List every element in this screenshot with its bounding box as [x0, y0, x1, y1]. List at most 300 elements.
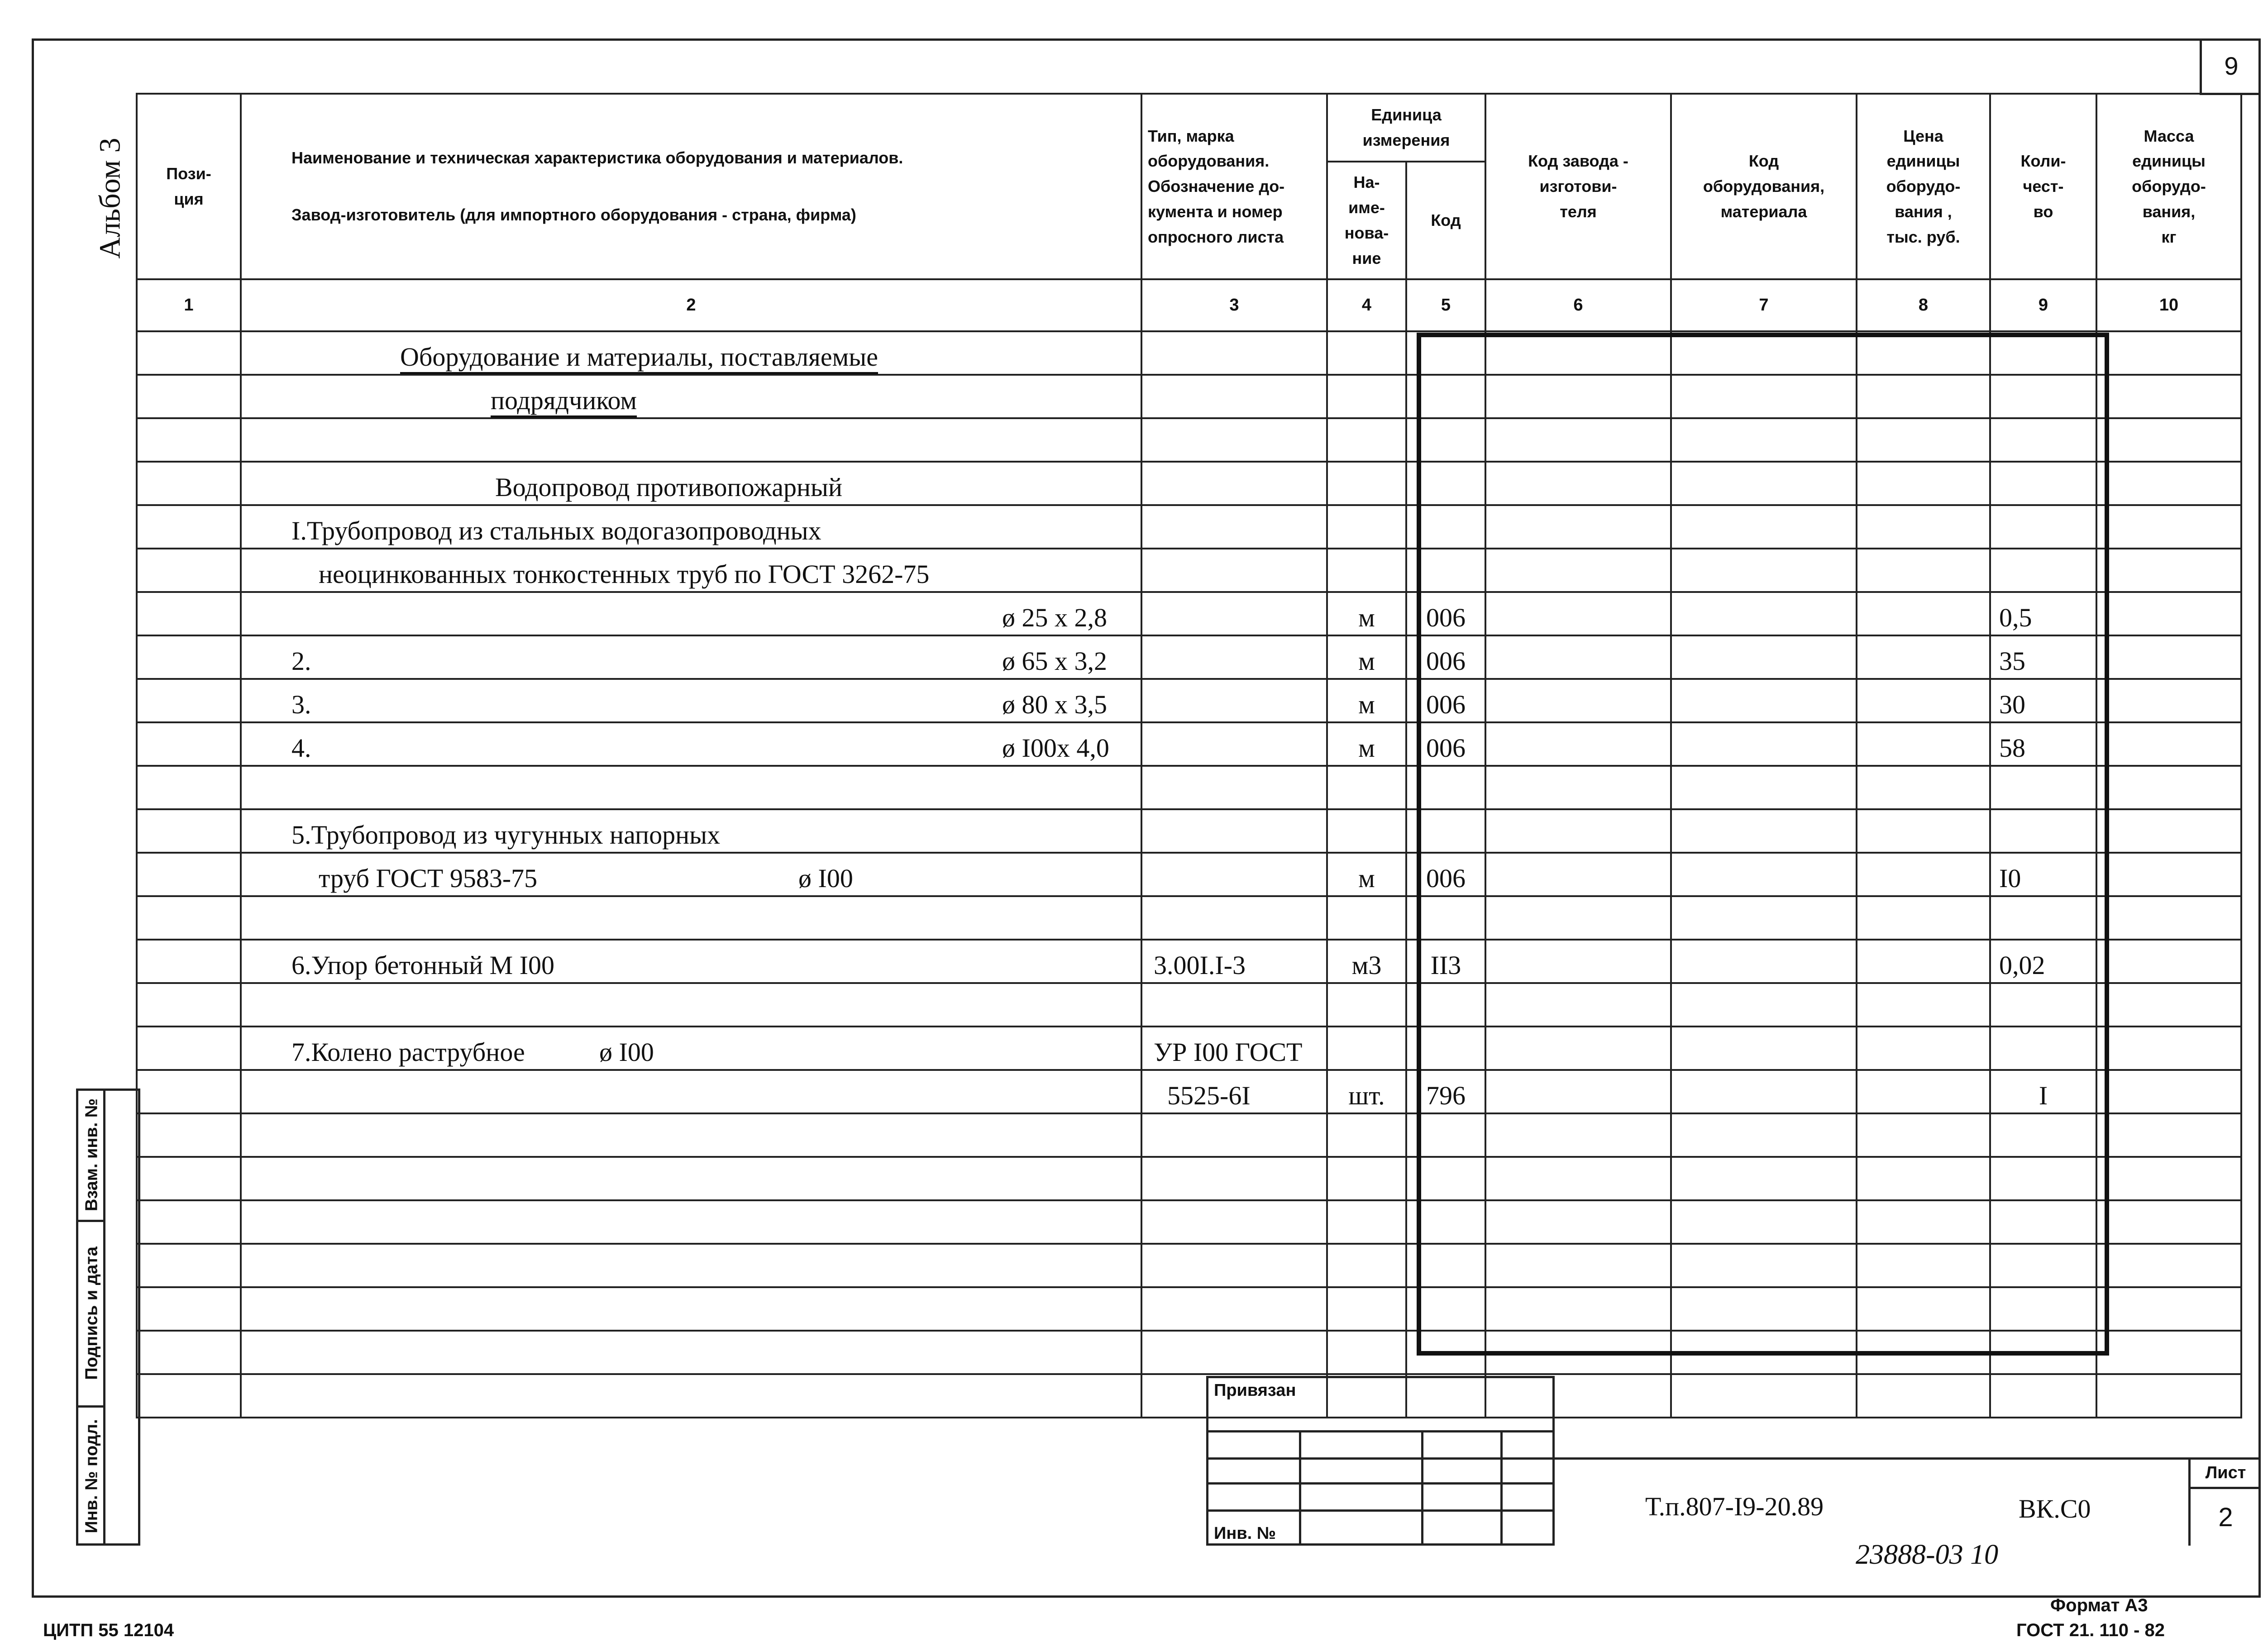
h2-line-0: Наименование и техническая характеристика оборудования и материалов. — [291, 148, 903, 167]
cell-col-8 — [1857, 1027, 1990, 1070]
h9-line-2: во — [2033, 202, 2053, 221]
cell-col-8 — [1857, 1287, 1990, 1331]
h6-line-0: Код завода - — [1528, 152, 1628, 171]
cell-col-10 — [2096, 1374, 2241, 1418]
h1-line-0: Пози- — [166, 164, 211, 183]
cell-col-3 — [1141, 853, 1327, 896]
h3-line-2: Обозначение до- — [1148, 177, 1285, 196]
cell-col-3 — [1141, 1200, 1327, 1244]
cell-col-4: м — [1327, 679, 1406, 722]
cell-col-2 — [241, 418, 1141, 462]
cell-col-2 — [241, 375, 1141, 418]
cell-col-8 — [1857, 549, 1990, 592]
column-number-10: 10 — [2096, 279, 2241, 331]
cell-col-9 — [1990, 331, 2096, 375]
cell-col-10 — [2096, 331, 2241, 375]
table-row — [137, 1374, 2241, 1418]
cell-col-2 — [241, 853, 1141, 896]
cell-col-5 — [1406, 1244, 1485, 1287]
item-name: 4. — [291, 733, 311, 763]
cell-col-7 — [1671, 1157, 1857, 1200]
cell-col-6 — [1485, 679, 1671, 722]
cell-col-2 — [241, 1244, 1141, 1287]
cell-col-1 — [137, 1287, 241, 1331]
cell-col-8 — [1857, 635, 1990, 679]
item-dimension: ø 25 х 2,8 — [1002, 603, 1107, 632]
h8-line-0: Цена — [1903, 126, 1943, 145]
cell-col-10 — [2096, 679, 2241, 722]
cell-col-6 — [1485, 896, 1671, 940]
cell-col-9: 0,02 — [1990, 940, 2096, 983]
side-label-original: Инв. № подл. — [82, 1419, 101, 1533]
header-quantity — [1990, 94, 2096, 279]
cell-col-8 — [1857, 1331, 1990, 1374]
side-label-exchange: Взам. инв. № — [82, 1098, 101, 1212]
cell-col-6 — [1485, 1070, 1671, 1113]
cell-col-8 — [1857, 983, 1990, 1027]
cell-col-10 — [2096, 418, 2241, 462]
cell-col-3 — [1141, 1287, 1327, 1331]
cell-col-8 — [1857, 1244, 1990, 1287]
cell-col-6 — [1485, 983, 1671, 1027]
cell-col-2 — [241, 462, 1141, 505]
cell-col-9 — [1990, 809, 2096, 853]
column-number-4: 4 — [1327, 279, 1406, 331]
cell-col-4 — [1327, 1244, 1406, 1287]
table-row — [137, 983, 2241, 1027]
cell-col-5 — [1406, 462, 1485, 505]
cell-col-8 — [1857, 1157, 1990, 1200]
cell-col-2 — [241, 1113, 1141, 1157]
column-number-7: 7 — [1671, 279, 1857, 331]
cell-col-5 — [1406, 1157, 1485, 1200]
item-name: неоцинкованных тонкостенных труб по ГОСТ 3262-75 — [319, 559, 930, 589]
h45-line-0: Единица — [1371, 105, 1442, 124]
cell-col-3 — [1141, 1331, 1327, 1374]
h7-line-2: материала — [1720, 202, 1807, 221]
cell-col-2 — [241, 1374, 1141, 1418]
cell-col-7 — [1671, 1027, 1857, 1070]
cell-col-1 — [137, 940, 241, 983]
cell-col-9 — [1990, 1157, 2096, 1200]
cell-col-2 — [241, 809, 1141, 853]
cell-col-5 — [1406, 766, 1485, 809]
cell-col-1 — [137, 1113, 241, 1157]
table-row — [137, 462, 2241, 505]
cell-col-6 — [1485, 418, 1671, 462]
cell-col-4 — [1327, 331, 1406, 375]
cell-col-1 — [137, 331, 241, 375]
cell-col-7 — [1671, 896, 1857, 940]
cell-col-2 — [241, 766, 1141, 809]
cell-col-8 — [1857, 722, 1990, 766]
table-row — [137, 1113, 2241, 1157]
cell-col-3 — [1141, 331, 1327, 375]
cell-col-3 — [1141, 896, 1327, 940]
cell-col-5 — [1406, 809, 1485, 853]
cell-col-8 — [1857, 505, 1990, 549]
cell-col-3: 3.00I.I-3 — [1141, 940, 1327, 983]
cell-col-9 — [1990, 896, 2096, 940]
cell-col-1 — [137, 418, 241, 462]
cell-col-4 — [1327, 1157, 1406, 1200]
cell-col-5: 006 — [1406, 635, 1485, 679]
cell-col-9 — [1990, 1287, 2096, 1331]
cell-col-7 — [1671, 592, 1857, 635]
cell-col-4: м — [1327, 635, 1406, 679]
cell-col-9 — [1990, 1200, 2096, 1244]
cell-col-5 — [1406, 505, 1485, 549]
cell-col-2 — [241, 679, 1141, 722]
cell-col-10 — [2096, 983, 2241, 1027]
side-strip — [76, 1089, 140, 1546]
item-name: 6.Упор бетонный М I00 — [291, 950, 555, 980]
cell-col-6 — [1485, 853, 1671, 896]
cell-col-5 — [1406, 1200, 1485, 1244]
cell-col-5 — [1406, 896, 1485, 940]
h4-line-0: На- — [1353, 173, 1380, 192]
cell-col-2 — [241, 549, 1141, 592]
cell-col-9 — [1990, 505, 2096, 549]
cell-col-5 — [1406, 549, 1485, 592]
cell-col-8 — [1857, 853, 1990, 896]
cell-col-1 — [137, 896, 241, 940]
cell-col-3 — [1141, 635, 1327, 679]
cell-col-8 — [1857, 679, 1990, 722]
cell-col-6 — [1485, 1200, 1671, 1244]
cell-col-1 — [137, 722, 241, 766]
cell-col-1 — [137, 983, 241, 1027]
header-equipment-code — [1671, 94, 1857, 279]
h4-line-1: име- — [1348, 198, 1385, 217]
cell-col-5 — [1406, 375, 1485, 418]
cell-col-7 — [1671, 940, 1857, 983]
format-label: Формат А3 — [2050, 1595, 2148, 1615]
cell-col-6 — [1485, 1331, 1671, 1374]
cell-col-6 — [1485, 1244, 1671, 1287]
cell-col-7 — [1671, 722, 1857, 766]
column-number-1: 1 — [137, 279, 241, 331]
h6-line-2: теля — [1560, 202, 1597, 221]
cell-col-7 — [1671, 331, 1857, 375]
cell-col-5 — [1406, 1113, 1485, 1157]
cell-col-10 — [2096, 549, 2241, 592]
cell-col-2 — [241, 592, 1141, 635]
header-unit-code: Код — [1406, 162, 1485, 279]
cell-col-5 — [1406, 1287, 1485, 1331]
cell-col-10 — [2096, 592, 2241, 635]
cell-col-8 — [1857, 418, 1990, 462]
cell-col-2 — [241, 1331, 1141, 1374]
cell-col-4: шт. — [1327, 1070, 1406, 1113]
item-dimension: ø I00 — [798, 864, 853, 893]
cell-col-8 — [1857, 809, 1990, 853]
cell-col-4: м3 — [1327, 940, 1406, 983]
cell-col-3 — [1141, 809, 1327, 853]
header-type — [1141, 94, 1327, 279]
cell-col-8 — [1857, 375, 1990, 418]
h10-line-4: кг — [2161, 227, 2177, 246]
cell-col-10 — [2096, 1200, 2241, 1244]
cell-col-5: 006 — [1406, 853, 1485, 896]
cell-col-4 — [1327, 983, 1406, 1027]
cell-col-2 — [241, 1070, 1141, 1113]
cell-col-9 — [1990, 1374, 2096, 1418]
cell-col-4 — [1327, 766, 1406, 809]
column-number-3: 3 — [1141, 279, 1327, 331]
table-row — [137, 635, 2241, 679]
cell-col-3 — [1141, 505, 1327, 549]
cell-col-6 — [1485, 549, 1671, 592]
item-name: 5.Трубопровод из чугунных напорных — [291, 820, 721, 850]
cell-col-2 — [241, 896, 1141, 940]
cell-col-4 — [1327, 549, 1406, 592]
table-row — [137, 1200, 2241, 1244]
binding-stamp — [1206, 1376, 1555, 1546]
table-row — [137, 505, 2241, 549]
h10-line-1: единицы — [2132, 152, 2206, 171]
table-row — [137, 809, 2241, 853]
cell-col-3: 5525-6I — [1141, 1070, 1327, 1113]
cell-col-4 — [1327, 1331, 1406, 1374]
cell-col-7 — [1671, 853, 1857, 896]
cell-col-2 — [241, 722, 1141, 766]
table-row — [137, 1157, 2241, 1200]
cell-col-5: 006 — [1406, 679, 1485, 722]
cell-col-4: м — [1327, 853, 1406, 896]
cell-col-2 — [241, 635, 1141, 679]
cell-col-2 — [241, 940, 1141, 983]
item-dimension: ø 65 х 3,2 — [1002, 646, 1107, 676]
cell-col-6 — [1485, 809, 1671, 853]
h7-line-0: Код — [1748, 152, 1779, 171]
cell-col-9 — [1990, 1113, 2096, 1157]
cell-col-10 — [2096, 766, 2241, 809]
cell-col-10 — [2096, 1331, 2241, 1374]
h3-line-1: оборудования. — [1148, 152, 1270, 171]
h10-line-0: Масса — [2144, 126, 2194, 145]
header-price — [1857, 94, 1990, 279]
table-row — [137, 375, 2241, 418]
title-block — [1552, 1457, 2261, 1546]
cell-col-3 — [1141, 375, 1327, 418]
cell-col-6 — [1485, 331, 1671, 375]
specification-table — [136, 93, 2242, 1418]
cell-col-6 — [1485, 1113, 1671, 1157]
h9-line-0: Коли- — [2020, 152, 2066, 171]
item-name: 3. — [291, 690, 311, 719]
table-row — [137, 549, 2241, 592]
document-mark: ВК.С0 — [2019, 1494, 2091, 1523]
h8-line-1: единицы — [1886, 152, 1960, 171]
cell-col-6 — [1485, 635, 1671, 679]
cell-col-7 — [1671, 505, 1857, 549]
item-name: 2. — [291, 646, 311, 676]
cell-col-3 — [1141, 592, 1327, 635]
footer-right: ГОСТ 21. 110 - 82 — [2016, 1620, 2165, 1640]
sheet-label: Лист — [2191, 1457, 2261, 1489]
cell-col-3: УР I00 ГОСТ — [1141, 1027, 1327, 1070]
cell-col-9: 35 — [1990, 635, 2096, 679]
cell-col-9 — [1990, 375, 2096, 418]
cell-col-3 — [1141, 418, 1327, 462]
cell-col-10 — [2096, 1070, 2241, 1113]
cell-col-1 — [137, 766, 241, 809]
cell-col-4 — [1327, 462, 1406, 505]
cell-col-8 — [1857, 1113, 1990, 1157]
cell-col-9: 30 — [1990, 679, 2096, 722]
cell-col-1 — [137, 549, 241, 592]
h1-line-1: ция — [174, 190, 204, 208]
item-name: Водопровод противопожарный — [495, 473, 842, 502]
sheet-box — [2188, 1457, 2261, 1546]
cell-col-7 — [1671, 462, 1857, 505]
header-plant-code — [1485, 94, 1671, 279]
cell-col-8 — [1857, 1070, 1990, 1113]
sheet-number: 2 — [2218, 1503, 2233, 1532]
cell-col-8 — [1857, 766, 1990, 809]
cell-col-5: 006 — [1406, 722, 1485, 766]
table-row — [137, 896, 2241, 940]
document-code: Т.п.807-I9-20.89 — [1645, 1492, 1824, 1521]
table-row — [137, 418, 2241, 462]
h10-line-3: вания, — [2142, 202, 2196, 221]
cell-col-6 — [1485, 940, 1671, 983]
item-dimension: ø I00 — [599, 1037, 654, 1067]
cell-col-9: I — [1990, 1070, 2096, 1113]
cell-col-3 — [1141, 722, 1327, 766]
cell-col-2 — [241, 983, 1141, 1027]
cell-col-9 — [1990, 1331, 2096, 1374]
item-name: I.Трубопровод из стальных водогазопроводных — [291, 516, 821, 545]
side-label-signature: Подпись и дата — [82, 1246, 101, 1380]
cell-col-10 — [2096, 1244, 2241, 1287]
cell-col-1 — [137, 505, 241, 549]
cell-col-1 — [137, 592, 241, 635]
cell-col-7 — [1671, 1287, 1857, 1331]
cell-col-10 — [2096, 375, 2241, 418]
cell-col-3 — [1141, 462, 1327, 505]
table-row — [137, 592, 2241, 635]
h3-line-3: кумента и номер — [1148, 202, 1283, 221]
cell-col-2 — [241, 1027, 1141, 1070]
table-row — [137, 1287, 2241, 1331]
cell-col-7 — [1671, 766, 1857, 809]
cell-col-5: 006 — [1406, 592, 1485, 635]
cell-col-7 — [1671, 418, 1857, 462]
cell-col-7 — [1671, 1070, 1857, 1113]
binding-stamp-inv: Инв. № — [1214, 1524, 1276, 1543]
table-row — [137, 940, 2241, 983]
table-row — [137, 679, 2241, 722]
cell-col-6 — [1485, 505, 1671, 549]
h9-line-1: чест- — [2023, 177, 2064, 196]
cell-col-6 — [1485, 462, 1671, 505]
cell-col-4 — [1327, 1287, 1406, 1331]
table-row — [137, 722, 2241, 766]
h8-line-3: вания , — [1895, 202, 1952, 221]
cell-col-8 — [1857, 1374, 1990, 1418]
column-number-8: 8 — [1857, 279, 1990, 331]
table-row — [137, 1027, 2241, 1070]
cell-col-4 — [1327, 1113, 1406, 1157]
cell-col-9 — [1990, 1027, 2096, 1070]
table-row — [137, 331, 2241, 375]
cell-col-4 — [1327, 1200, 1406, 1244]
table-row — [137, 766, 2241, 809]
cell-col-1 — [137, 1157, 241, 1200]
cell-col-4 — [1327, 1027, 1406, 1070]
cell-col-10 — [2096, 896, 2241, 940]
cell-col-8 — [1857, 462, 1990, 505]
cell-col-7 — [1671, 1200, 1857, 1244]
column-number-9: 9 — [1990, 279, 2096, 331]
cell-col-2 — [241, 1200, 1141, 1244]
header-unit-name — [1327, 162, 1406, 279]
cell-col-1 — [137, 853, 241, 896]
h4-line-2: нова- — [1344, 224, 1389, 242]
h6-line-1: изготови- — [1539, 177, 1617, 196]
cell-col-1 — [137, 635, 241, 679]
cell-col-2 — [241, 1287, 1141, 1331]
cell-col-10 — [2096, 1157, 2241, 1200]
cell-col-4 — [1327, 896, 1406, 940]
cell-col-7 — [1671, 1244, 1857, 1287]
cell-col-3 — [1141, 1113, 1327, 1157]
item-name: Оборудование и материалы, поставляемые — [400, 342, 878, 372]
cell-col-9: 58 — [1990, 722, 2096, 766]
binding-stamp-title: Привязан — [1214, 1381, 1296, 1400]
table-row — [137, 1244, 2241, 1287]
cell-col-9 — [1990, 766, 2096, 809]
cell-col-1 — [137, 1200, 241, 1244]
cell-col-4 — [1327, 809, 1406, 853]
cell-col-9 — [1990, 983, 2096, 1027]
cell-col-7 — [1671, 983, 1857, 1027]
header-unit — [1327, 94, 1485, 162]
handwritten-number: 23888-03 10 — [1856, 1539, 1999, 1570]
cell-col-1 — [137, 462, 241, 505]
cell-col-3 — [1141, 1157, 1327, 1200]
cell-col-10 — [2096, 853, 2241, 896]
cell-col-10 — [2096, 1027, 2241, 1070]
item-name: труб ГОСТ 9583-75 — [319, 864, 538, 893]
h3-line-4: опросного листа — [1148, 227, 1284, 246]
album-label: Альбом 3 — [93, 138, 127, 259]
h8-line-2: оборудо- — [1886, 177, 1961, 196]
cell-col-10 — [2096, 462, 2241, 505]
h10-line-2: оборудо- — [2132, 177, 2206, 196]
cell-col-3 — [1141, 679, 1327, 722]
cell-col-1 — [137, 1027, 241, 1070]
cell-col-5: 796 — [1406, 1070, 1485, 1113]
column-number-2: 2 — [241, 279, 1141, 331]
cell-col-1 — [137, 1244, 241, 1287]
cell-col-3 — [1141, 1244, 1327, 1287]
cell-col-1 — [137, 1374, 241, 1418]
page-number: 9 — [2200, 38, 2261, 95]
cell-col-8 — [1857, 940, 1990, 983]
cell-col-10 — [2096, 505, 2241, 549]
cell-col-5 — [1406, 418, 1485, 462]
cell-col-1 — [137, 375, 241, 418]
cell-col-3 — [1141, 983, 1327, 1027]
cell-col-7 — [1671, 679, 1857, 722]
cell-col-10 — [2096, 1113, 2241, 1157]
cell-col-2 — [241, 505, 1141, 549]
cell-col-6 — [1485, 1027, 1671, 1070]
cell-col-10 — [2096, 722, 2241, 766]
